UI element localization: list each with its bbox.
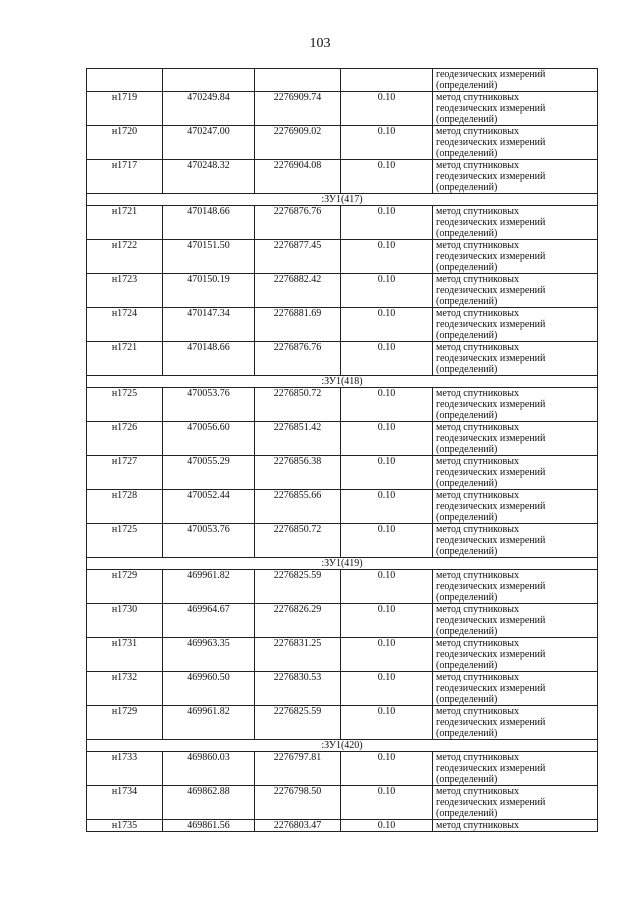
parcel-label: :ЗУ1(420) <box>87 740 598 752</box>
y-coordinate-cell: 2276855.66 <box>255 490 341 524</box>
y-coordinate-cell: 2276830.53 <box>255 672 341 706</box>
accuracy-cell: 0.10 <box>341 456 433 490</box>
accuracy-cell: 0.10 <box>341 752 433 786</box>
method-line: геодезических измерений <box>436 535 546 546</box>
method-line: метод спутниковых <box>436 206 519 217</box>
point-id-cell <box>87 69 163 92</box>
method-line: метод спутниковых <box>436 752 519 763</box>
table-row <box>87 274 598 308</box>
method-line: геодезических измерений <box>436 683 546 694</box>
table-row <box>87 422 598 456</box>
x-coordinate-cell: 470247.00 <box>163 126 255 160</box>
accuracy-cell: 0.10 <box>341 672 433 706</box>
method-line: метод спутниковых <box>436 126 519 137</box>
method-line: геодезических измерений <box>436 649 546 660</box>
method-line: метод спутниковых <box>436 638 519 649</box>
method-cell <box>433 388 598 422</box>
y-coordinate-cell: 2276825.59 <box>255 706 341 740</box>
x-coordinate-cell <box>163 69 255 92</box>
x-coordinate-cell: 469862.88 <box>163 786 255 820</box>
method-cell <box>433 820 598 832</box>
point-id-cell: н1729 <box>87 706 163 740</box>
table-row <box>87 456 598 490</box>
method-line: геодезических измерений <box>436 433 546 444</box>
point-id-cell: н1720 <box>87 126 163 160</box>
point-id-cell: н1725 <box>87 388 163 422</box>
method-line: метод спутниковых <box>436 786 519 797</box>
method-line: (определений) <box>436 80 498 91</box>
method-cell <box>433 240 598 274</box>
method-line: (определений) <box>436 512 498 523</box>
parcel-label: :ЗУ1(418) <box>87 376 598 388</box>
accuracy-cell <box>341 69 433 92</box>
point-id-cell: н1727 <box>87 456 163 490</box>
method-line: (определений) <box>436 444 498 455</box>
method-line: геодезических измерений <box>436 319 546 330</box>
method-cell <box>433 308 598 342</box>
method-line: геодезических измерений <box>436 467 546 478</box>
point-id-cell: н1731 <box>87 638 163 672</box>
method-line: (определений) <box>436 774 498 785</box>
accuracy-cell: 0.10 <box>341 422 433 456</box>
table-row <box>87 240 598 274</box>
table-row <box>87 706 598 740</box>
accuracy-cell: 0.10 <box>341 308 433 342</box>
point-id-cell: н1725 <box>87 524 163 558</box>
method-line: (определений) <box>436 660 498 671</box>
y-coordinate-cell: 2276909.02 <box>255 126 341 160</box>
method-line: метод спутниковых <box>436 240 519 251</box>
method-cell <box>433 570 598 604</box>
point-id-cell: н1735 <box>87 820 163 832</box>
y-coordinate-cell: 2276881.69 <box>255 308 341 342</box>
x-coordinate-cell: 470055.29 <box>163 456 255 490</box>
accuracy-cell: 0.10 <box>341 490 433 524</box>
parcel-label: :ЗУ1(417) <box>87 194 598 206</box>
table-row-continuation <box>87 69 598 92</box>
table-row <box>87 786 598 820</box>
accuracy-cell: 0.10 <box>341 126 433 160</box>
parcel-label: :ЗУ1(419) <box>87 558 598 570</box>
y-coordinate-cell: 2276882.42 <box>255 274 341 308</box>
method-line: метод спутниковых <box>436 388 519 399</box>
method-cell <box>433 490 598 524</box>
method-line: (определений) <box>436 262 498 273</box>
table-row <box>87 126 598 160</box>
method-cell <box>433 206 598 240</box>
y-coordinate-cell: 2276856.38 <box>255 456 341 490</box>
y-coordinate-cell: 2276803.47 <box>255 820 341 832</box>
table-row <box>87 342 598 376</box>
method-line: геодезических измерений <box>436 501 546 512</box>
y-coordinate-cell: 2276831.25 <box>255 638 341 672</box>
accuracy-cell: 0.10 <box>341 570 433 604</box>
method-line: (определений) <box>436 364 498 375</box>
method-line: метод спутниковых <box>436 92 519 103</box>
accuracy-cell: 0.10 <box>341 206 433 240</box>
x-coordinate-cell: 470148.66 <box>163 342 255 376</box>
parcel-section-row <box>87 194 598 206</box>
coordinates-table <box>86 68 598 832</box>
x-coordinate-cell: 470151.50 <box>163 240 255 274</box>
method-line: (определений) <box>436 228 498 239</box>
x-coordinate-cell: 470148.66 <box>163 206 255 240</box>
point-id-cell: н1730 <box>87 604 163 638</box>
accuracy-cell: 0.10 <box>341 638 433 672</box>
table-row <box>87 160 598 194</box>
accuracy-cell: 0.10 <box>341 604 433 638</box>
table-row <box>87 752 598 786</box>
method-cell <box>433 706 598 740</box>
table-row <box>87 820 598 832</box>
x-coordinate-cell: 469860.03 <box>163 752 255 786</box>
parcel-section-row <box>87 376 598 388</box>
y-coordinate-cell: 2276877.45 <box>255 240 341 274</box>
method-cell <box>433 752 598 786</box>
method-line: геодезических измерений <box>436 615 546 626</box>
y-coordinate-cell: 2276909.74 <box>255 92 341 126</box>
y-coordinate-cell: 2276850.72 <box>255 388 341 422</box>
method-cell <box>433 456 598 490</box>
page-number: 103 <box>309 36 331 51</box>
method-cell <box>433 92 598 126</box>
method-cell <box>433 274 598 308</box>
method-line: метод спутниковых <box>436 672 519 683</box>
accuracy-cell: 0.10 <box>341 786 433 820</box>
method-cell <box>433 786 598 820</box>
method-line: (определений) <box>436 410 498 421</box>
method-cell <box>433 160 598 194</box>
x-coordinate-cell: 469861.56 <box>163 820 255 832</box>
method-cell <box>433 638 598 672</box>
point-id-cell: н1717 <box>87 160 163 194</box>
method-line: метод спутниковых <box>436 456 519 467</box>
parcel-section-row <box>87 558 598 570</box>
y-coordinate-cell: 2276826.29 <box>255 604 341 638</box>
method-line: геодезических измерений <box>436 797 546 808</box>
y-coordinate-cell: 2276825.59 <box>255 570 341 604</box>
table-row <box>87 638 598 672</box>
method-cell <box>433 342 598 376</box>
point-id-cell: н1723 <box>87 274 163 308</box>
method-line: (определений) <box>436 330 498 341</box>
method-cell <box>433 422 598 456</box>
y-coordinate-cell: 2276797.81 <box>255 752 341 786</box>
table-row <box>87 308 598 342</box>
point-id-cell: н1729 <box>87 570 163 604</box>
accuracy-cell: 0.10 <box>341 274 433 308</box>
method-line: (определений) <box>436 728 498 739</box>
x-coordinate-cell: 470056.60 <box>163 422 255 456</box>
method-cell <box>433 69 598 92</box>
method-line: геодезических измерений <box>436 217 546 228</box>
point-id-cell: н1726 <box>87 422 163 456</box>
point-id-cell: н1732 <box>87 672 163 706</box>
method-line: геодезических измерений <box>436 171 546 182</box>
method-cell <box>433 604 598 638</box>
point-id-cell: н1724 <box>87 308 163 342</box>
point-id-cell: н1719 <box>87 92 163 126</box>
y-coordinate-cell: 2276876.76 <box>255 206 341 240</box>
method-line: метод спутниковых <box>436 604 519 615</box>
method-line: метод спутниковых <box>436 524 519 535</box>
method-line: геодезических измерений <box>436 717 546 728</box>
coordinates-table-body <box>87 69 598 832</box>
accuracy-cell: 0.10 <box>341 160 433 194</box>
y-coordinate-cell <box>255 69 341 92</box>
method-line: геодезических измерений <box>436 399 546 410</box>
table-row <box>87 206 598 240</box>
y-coordinate-cell: 2276904.08 <box>255 160 341 194</box>
x-coordinate-cell: 469964.67 <box>163 604 255 638</box>
accuracy-cell: 0.10 <box>341 706 433 740</box>
method-line: (определений) <box>436 296 498 307</box>
accuracy-cell: 0.10 <box>341 820 433 832</box>
method-line: метод спутниковых <box>436 570 519 581</box>
method-cell <box>433 524 598 558</box>
point-id-cell: н1734 <box>87 786 163 820</box>
x-coordinate-cell: 470248.32 <box>163 160 255 194</box>
x-coordinate-cell: 470052.44 <box>163 490 255 524</box>
x-coordinate-cell: 469963.35 <box>163 638 255 672</box>
method-line: геодезических измерений <box>436 285 546 296</box>
table-row <box>87 672 598 706</box>
method-line: (определений) <box>436 592 498 603</box>
method-line: геодезических измерений <box>436 103 546 114</box>
x-coordinate-cell: 469961.82 <box>163 570 255 604</box>
x-coordinate-cell: 470053.76 <box>163 388 255 422</box>
x-coordinate-cell: 469961.82 <box>163 706 255 740</box>
x-coordinate-cell: 470053.76 <box>163 524 255 558</box>
method-line: геодезических измерений <box>436 69 546 80</box>
point-id-cell: н1721 <box>87 206 163 240</box>
method-cell <box>433 126 598 160</box>
method-line: (определений) <box>436 478 498 489</box>
method-line: геодезических измерений <box>436 353 546 364</box>
x-coordinate-cell: 470150.19 <box>163 274 255 308</box>
table-row <box>87 604 598 638</box>
y-coordinate-cell: 2276798.50 <box>255 786 341 820</box>
table-row <box>87 524 598 558</box>
method-line: геодезических измерений <box>436 251 546 262</box>
table-row <box>87 490 598 524</box>
method-line: метод спутниковых <box>436 820 519 831</box>
y-coordinate-cell: 2276850.72 <box>255 524 341 558</box>
x-coordinate-cell: 470249.84 <box>163 92 255 126</box>
method-cell <box>433 672 598 706</box>
table-row <box>87 388 598 422</box>
accuracy-cell: 0.10 <box>341 92 433 126</box>
point-id-cell: н1733 <box>87 752 163 786</box>
method-line: метод спутниковых <box>436 422 519 433</box>
method-line: метод спутниковых <box>436 160 519 171</box>
method-line: геодезических измерений <box>436 137 546 148</box>
method-line: (определений) <box>436 808 498 819</box>
y-coordinate-cell: 2276876.76 <box>255 342 341 376</box>
accuracy-cell: 0.10 <box>341 342 433 376</box>
accuracy-cell: 0.10 <box>341 240 433 274</box>
accuracy-cell: 0.10 <box>341 524 433 558</box>
method-line: (определений) <box>436 148 498 159</box>
method-line: геодезических измерений <box>436 763 546 774</box>
table-row <box>87 570 598 604</box>
method-line: метод спутниковых <box>436 274 519 285</box>
method-line: метод спутниковых <box>436 490 519 501</box>
accuracy-cell: 0.10 <box>341 388 433 422</box>
parcel-section-row <box>87 740 598 752</box>
method-line: геодезических измерений <box>436 581 546 592</box>
method-line: (определений) <box>436 546 498 557</box>
x-coordinate-cell: 470147.34 <box>163 308 255 342</box>
point-id-cell: н1721 <box>87 342 163 376</box>
method-line: (определений) <box>436 694 498 705</box>
x-coordinate-cell: 469960.50 <box>163 672 255 706</box>
method-line: метод спутниковых <box>436 706 519 717</box>
method-line: метод спутниковых <box>436 342 519 353</box>
point-id-cell: н1722 <box>87 240 163 274</box>
method-line: метод спутниковых <box>436 308 519 319</box>
method-line: (определений) <box>436 114 498 125</box>
table-row <box>87 92 598 126</box>
method-line: (определений) <box>436 626 498 637</box>
method-line: (определений) <box>436 182 498 193</box>
point-id-cell: н1728 <box>87 490 163 524</box>
y-coordinate-cell: 2276851.42 <box>255 422 341 456</box>
